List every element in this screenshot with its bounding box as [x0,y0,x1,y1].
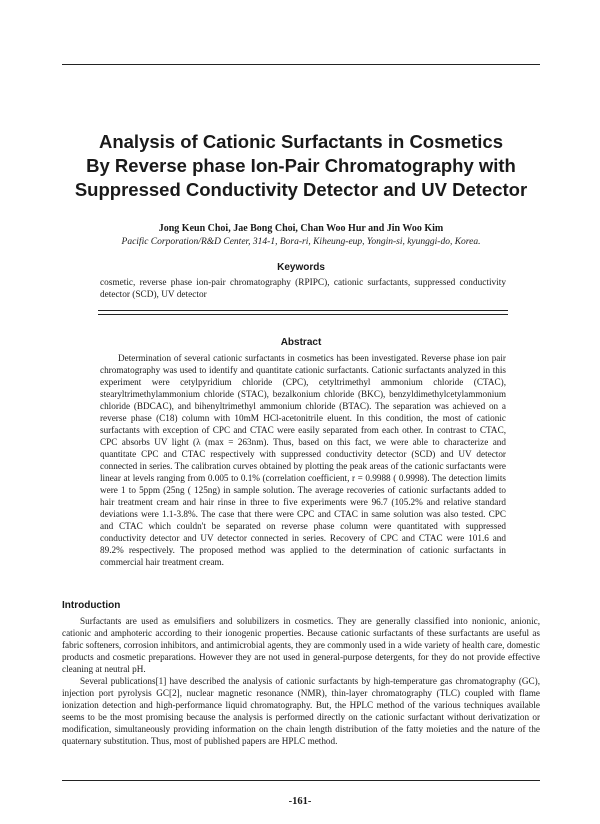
page-number: -161- [288,796,312,807]
bottom-rule [62,780,540,781]
title-line: By Reverse phase Ion-Pair Chromatography with [86,155,516,176]
title-line: Suppressed Conductivity Detector and UV Detector [74,179,528,200]
paragraph: Several publications[1] have described the analysis of cationic surfactants by high-temperature gas chromatography (GC), injection port pyrolysis GC[2], nuclear magnetic resonance (NMR), thin-layer chromatography (TLC) coupled with flame ionization detection and high-performance liquid chromatography. But, the HPLC method of the various techniques available seems to be the most promising because the analysis is performed directly on the cationic surfactant without derivatization or modification, simultaneously providing information on the chain length distribution of the fatty moieties and the nature of the quaternary substitution. Thus, most of published papers are HPLC method. [62,676,540,746]
title-line: Analysis of Cationic Surfactants in Cosmetics [98,131,504,152]
introduction-body [62,615,540,747]
top-rule [62,64,540,65]
keywords-heading: Keywords [277,262,325,273]
section-rule [98,310,508,311]
section-rule [98,314,508,315]
authors: Jong Keun Choi, Jae Bong Choi, Chan Woo Hur and Jin Woo Kim [158,223,444,234]
abstract-heading: Abstract [280,337,322,348]
abstract-text: Determination of several cationic surfactants in cosmetics has been investigated. Reverse phase ion pair chromatography was used to identify and quantitate cationic surfactants. Cationic surfactants analyzed in this experiment were cetylpyridium chloride (CPC), cetyltrimethyl ammonium chloride (CTAC), stearyltrimethylammonium chloride (STAC), bezalkonium chloride (BKC), benzyldimethylcetylammonium chloride (BDCAC), and bihenyltrimethyl ammonium chloride (BTAC). The separation was achieved on a reverse phase (C18) column with 10mM HCl-acetonitrile eluent. In this condition, the most of cationic surfactants with exception of CPC and CTAC were easily separated from each other. In contrast to CTAC, CPC absorbs UV light (λ (max = 263nm). Thus, based on this fact, we were able to characterize and quantitate CPC and CTAC respectively with suppressed conductivity detector (SCD) and UV detector connected in series. The calibration curves obtained by plotting the peak areas of the cationic surfactants were linear at levels ranging from 0.005 to 0.1% (correlation coefficient, r = 0.9988 ( 0.9998). The detection limits were 1 to 5ppm (25ng ( 125ng) in sample solution. The average recoveries of cationic surfactants added to hair treatment cream and hair rinse in three to five experiments were 96.7 (105.2% and relative standard deviations were 1.1-3.8%. The case that there were CPC and CTAC in same solution was also tested. CPC and CTAC which couldn't be separated on reverse phase column were quantitated with suppressed conductivity detector and UV detector connected in series. Recovery of CPC and CTAC were 101.6 and 89.2% respectively. The proposed method was applied to the determination of cationic surfactants in commercial hair treatment cream. [100,353,506,567]
paper-title [60,130,542,202]
paragraph: Surfactants are used as emulsifiers and solubilizers in cosmetics. They are generally classified into nonionic, anionic, cationic and amphoteric according to their ionogenic properties. Because cationic surfactants of these surfactants are useful as fabric softeners, corrosion inhibitors, and antimicrobial agents, they are commonly used in a wide variety of health care, domestic products and cosmetic preparations. However they are not used in general-purpose detergents, for they do not provide effective cleaning at neutral pH. [62,616,540,674]
introduction-heading: Introduction [62,600,121,611]
keywords-text: cosmetic, reverse phase ion-pair chromatography (RPIPC), cationic surfactants, suppressed conductivity detector (SCD), UV detector [100,278,506,300]
affiliation: Pacific Corporation/R&D Center, 314-1, Bora-ri, Kiheung-eup, Yongin-si, kyunggi-do, Korea. [121,237,481,247]
